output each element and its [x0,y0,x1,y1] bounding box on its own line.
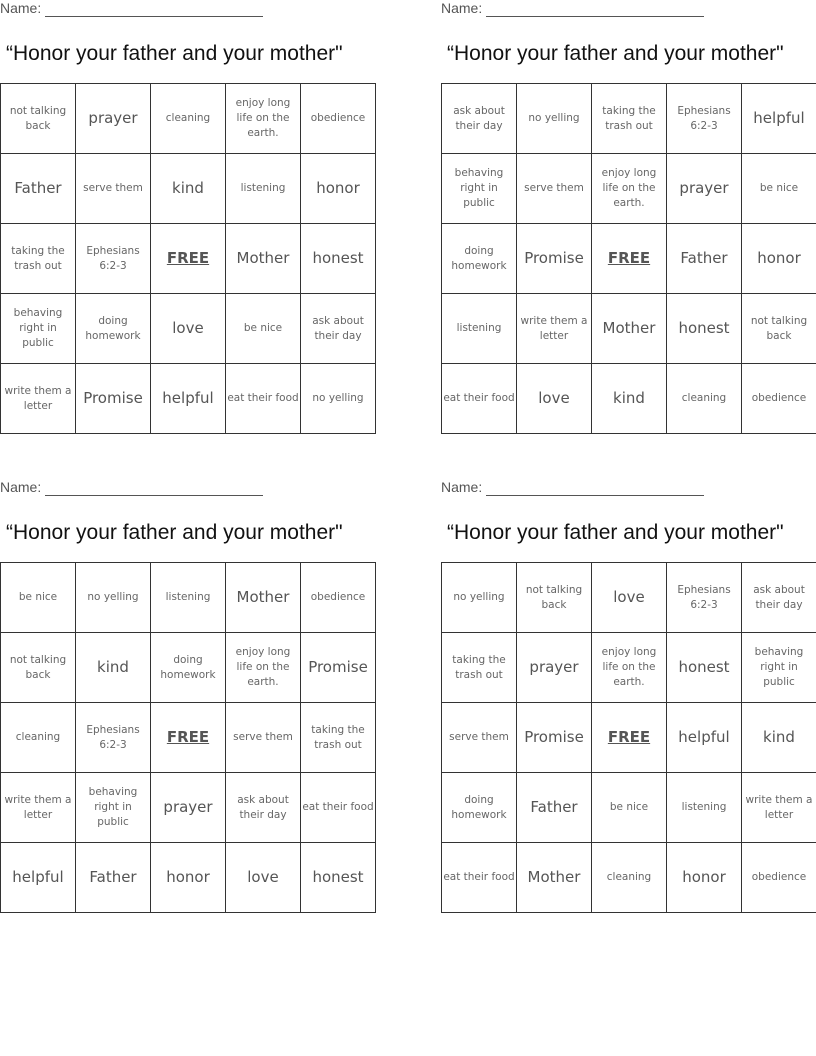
name-field[interactable] [441,479,721,499]
free-space: FREE [592,703,667,773]
bingo-cell: honor [667,843,742,913]
bingo-cell: not talking back [742,294,816,364]
bingo-grid [0,562,376,913]
bingo-cell: helpful [667,703,742,773]
bingo-cell: not talking back [517,563,592,633]
bingo-cell: kind [742,703,816,773]
bingo-cell: Ephesians 6:2-3 [76,224,151,294]
bingo-cell: listening [226,154,301,224]
bingo-cell: ask about their day [442,84,517,154]
bingo-cell: doing homework [442,773,517,843]
bingo-cell: Promise [517,703,592,773]
bingo-grid [441,562,816,913]
bingo-cell: not talking back [1,84,76,154]
bingo-cell: Mother [226,224,301,294]
bingo-cell: write them a letter [517,294,592,364]
bingo-cell: cleaning [592,843,667,913]
bingo-cell: Ephesians 6:2-3 [667,84,742,154]
bingo-cell: enjoy long life on the earth. [226,633,301,703]
bingo-cell: listening [667,773,742,843]
bingo-cell: eat their food [442,364,517,434]
bingo-cell: Ephesians 6:2-3 [76,703,151,773]
bingo-cell: helpful [1,843,76,913]
name-underline [486,16,704,17]
bingo-cell: behaving right in public [1,294,76,364]
name-field[interactable] [441,0,721,20]
bingo-cell: taking the trash out [592,84,667,154]
name-field[interactable] [0,479,280,499]
name-label: Name: [441,479,483,495]
bingo-cell: Ephesians 6:2-3 [667,563,742,633]
bingo-cell: serve them [517,154,592,224]
bingo-cell: Promise [517,224,592,294]
bingo-cell: Father [1,154,76,224]
bingo-cell: taking the trash out [442,633,517,703]
bingo-cell: no yelling [76,563,151,633]
bingo-cell: be nice [592,773,667,843]
bingo-cell: honor [151,843,226,913]
bingo-cell: taking the trash out [1,224,76,294]
bingo-cell: kind [151,154,226,224]
bingo-cell: ask about their day [226,773,301,843]
bingo-cell: cleaning [1,703,76,773]
bingo-cell: Promise [76,364,151,434]
bingo-cell: ask about their day [301,294,376,364]
bingo-cell: Father [76,843,151,913]
name-label: Name: [0,0,42,16]
bingo-cell: kind [592,364,667,434]
bingo-cell: taking the trash out [301,703,376,773]
bingo-grid [0,83,376,434]
bingo-cell: helpful [151,364,226,434]
bingo-cell: kind [76,633,151,703]
bingo-cell: enjoy long life on the earth. [226,84,301,154]
bingo-cell: doing homework [442,224,517,294]
bingo-cell: write them a letter [1,364,76,434]
bingo-cell: behaving right in public [442,154,517,224]
bingo-cell: prayer [667,154,742,224]
card-title: “Honor your father and your mother" [6,42,343,65]
bingo-cell: be nice [226,294,301,364]
bingo-cell: serve them [76,154,151,224]
bingo-cell: enjoy long life on the earth. [592,154,667,224]
bingo-cell: obedience [742,843,816,913]
bingo-cell: honest [301,224,376,294]
name-underline [486,495,704,496]
bingo-cell: listening [442,294,517,364]
bingo-cell: prayer [151,773,226,843]
bingo-cell: honor [742,224,816,294]
bingo-cell: write them a letter [1,773,76,843]
bingo-cell: listening [151,563,226,633]
bingo-cell: honest [301,843,376,913]
bingo-cell: eat their food [301,773,376,843]
bingo-cell: no yelling [301,364,376,434]
bingo-cell: love [517,364,592,434]
bingo-cell: love [592,563,667,633]
bingo-cell: obedience [301,563,376,633]
bingo-grid [441,83,816,434]
bingo-cell: honor [301,154,376,224]
bingo-cell: prayer [517,633,592,703]
free-space: FREE [151,703,226,773]
bingo-cell: be nice [1,563,76,633]
bingo-cell: prayer [76,84,151,154]
bingo-cell: cleaning [667,364,742,434]
name-underline [45,495,263,496]
name-label: Name: [0,479,42,495]
bingo-cell: obedience [742,364,816,434]
bingo-cell: serve them [442,703,517,773]
bingo-cell: eat their food [226,364,301,434]
free-space: FREE [151,224,226,294]
bingo-cell: cleaning [151,84,226,154]
bingo-cell: be nice [742,154,816,224]
card-title: “Honor your father and your mother" [6,521,343,544]
name-field[interactable] [0,0,280,20]
bingo-cell: obedience [301,84,376,154]
bingo-cell: Father [517,773,592,843]
bingo-cell: serve them [226,703,301,773]
bingo-cell: love [151,294,226,364]
bingo-cell: write them a letter [742,773,816,843]
name-label: Name: [441,0,483,16]
bingo-cell: Mother [517,843,592,913]
bingo-cell: ask about their day [742,563,816,633]
bingo-cell: love [226,843,301,913]
bingo-cell: honest [667,294,742,364]
bingo-cell: not talking back [1,633,76,703]
free-space: FREE [592,224,667,294]
bingo-cell: Promise [301,633,376,703]
bingo-cell: doing homework [151,633,226,703]
bingo-cell: no yelling [442,563,517,633]
bingo-cell: helpful [742,84,816,154]
bingo-cell: doing homework [76,294,151,364]
bingo-cell: no yelling [517,84,592,154]
name-underline [45,16,263,17]
bingo-cell: behaving right in public [76,773,151,843]
card-title: “Honor your father and your mother" [447,521,784,544]
bingo-cell: Father [667,224,742,294]
card-title: “Honor your father and your mother" [447,42,784,65]
bingo-cell: honest [667,633,742,703]
bingo-cell: behaving right in public [742,633,816,703]
bingo-cell: enjoy long life on the earth. [592,633,667,703]
bingo-cell: eat their food [442,843,517,913]
bingo-cell: Mother [592,294,667,364]
bingo-cell: Mother [226,563,301,633]
